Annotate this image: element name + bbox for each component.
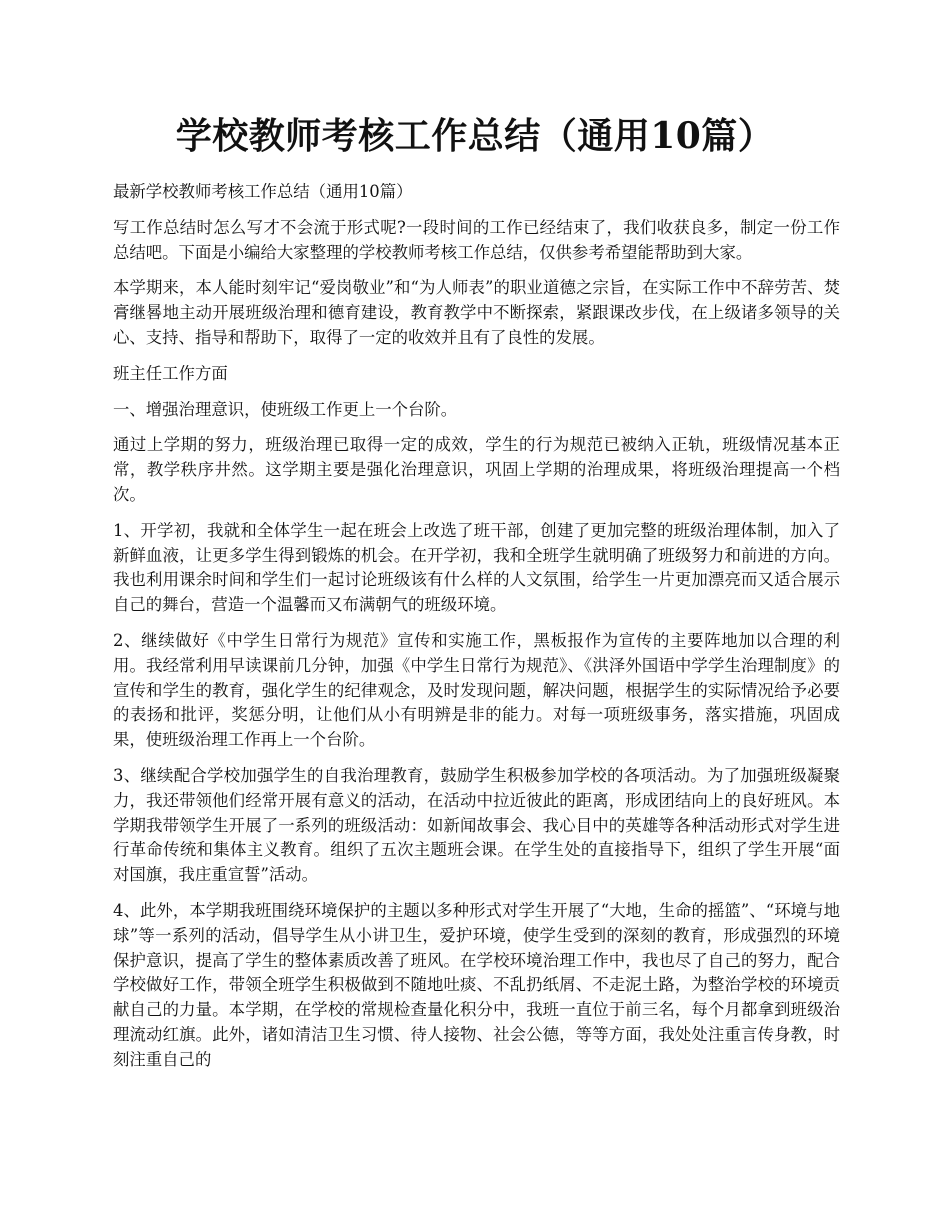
list-paragraph-4: 4、此外，本学期我班围绕环境保护的主题以多种形式对学生开展了“大地，生命的摇篮”、“环境与地球”等一系列的活动，倡导学生从小讲卫生，爱护环境，使学生受到的深刻的教育，形成强烈的环境保护意识，提高了学生的整体素质改善了班风。在学校环境治理工作中，我也尽了自己的努力，配合学校做好工作，带领全班学生积极做到不随地吐痰、不乱扔纸屑、不走泥土路，为整治学校的环境贡献自己的力量。本学期，在学校的常规检查量化积分中，我班一直位于前三名，每个月都拿到班级治理流动红旗。此外，诸如清洁卫生习惯、待人接物、社会公德，等等方面，我处处注重言传身教，时刻注重自己的: [113, 900, 840, 1069]
subtitle-paragraph: 最新学校教师考核工作总结（通用10篇）: [113, 182, 413, 201]
section-heading: 班主任工作方面: [113, 363, 228, 383]
document-body: [113, 180, 840, 1073]
body-paragraph: 通过上学期的努力，班级治理已取得一定的成效，学生的行为规范已被纳入正轨，班级情况基本正常，教学秩序井然。这学期主要是强化治理意识，巩固上学期的治理成果，将班级治理提高一个档次。: [113, 435, 840, 504]
overview-paragraph: 本学期来，本人能时刻牢记“爱岗敬业”和“为人师表”的职业道德之宗旨，在实际工作中不辞劳苦、焚膏继晷地主动开展班级治理和德育建设，教育教学中不断探索，紧跟课改步伐，在上级诸多领导的关心、支持、指导和帮助下，取得了一定的收效并且有了良性的发展。: [113, 278, 840, 347]
document-title: 学校教师考核工作总结（通用10篇）: [175, 115, 775, 157]
list-paragraph-1: 1、开学初，我就和全体学生一起在班会上改选了班干部，创建了更加完整的班级治理体制，加入了新鲜血液，让更多学生得到锻炼的机会。在开学初，我和全班学生就明确了班级努力和前进的方向。我也利用课余时间和学生们一起讨论班级该有什么样的人文氛围，给学生一片更加漂亮而又适合展示自己的舞台，营造一个温馨而又布满朝气的班级环境。: [113, 520, 840, 615]
list-paragraph-2: 2、继续做好《中学生日常行为规范》宣传和实施工作，黑板报作为宣传的主要阵地加以合理的利用。我经常利用早读课前几分钟，加强《中学生日常行为规范》、《洪泽外国语中学学生治理制度》的宣传和学生的教育，强化学生的纪律观念，及时发现问题，解决问题，根据学生的实际情况给予必要的表扬和批评，奖惩分明，让他们从小有明辨是非的能力。对每一项班级事务，落实措施，巩固成果，使班级治理工作再上一个台阶。: [113, 630, 840, 750]
list-paragraph-3: 3、继续配合学校加强学生的自我治理教育，鼓励学生积极参加学校的各项活动。为了加强班级凝聚力，我还带领他们经常开展有意义的活动，在活动中拉近彼此的距离，形成团结向上的良好班风。本学期我带领学生开展了一系列的班级活动：如新闻故事会、我心目中的英雄等各种活动形式对学生进行革命传统和集体主义教育。组织了五次主题班会课。在学生处的直接指导下，组织了学生开展“面对国旗，我庄重宣誓”活动。: [113, 765, 840, 885]
subsection-heading: 一、增强治理意识，使班级工作更上一个台阶。: [113, 399, 458, 419]
intro-paragraph: 写工作总结时怎么写才不会流于形式呢?一段时间的工作已经结束了，我们收获良多，制定一份工作总结吧。下面是小编给大家整理的学校教师考核工作总结，仅供参考希望能帮助到大家。: [113, 217, 840, 262]
